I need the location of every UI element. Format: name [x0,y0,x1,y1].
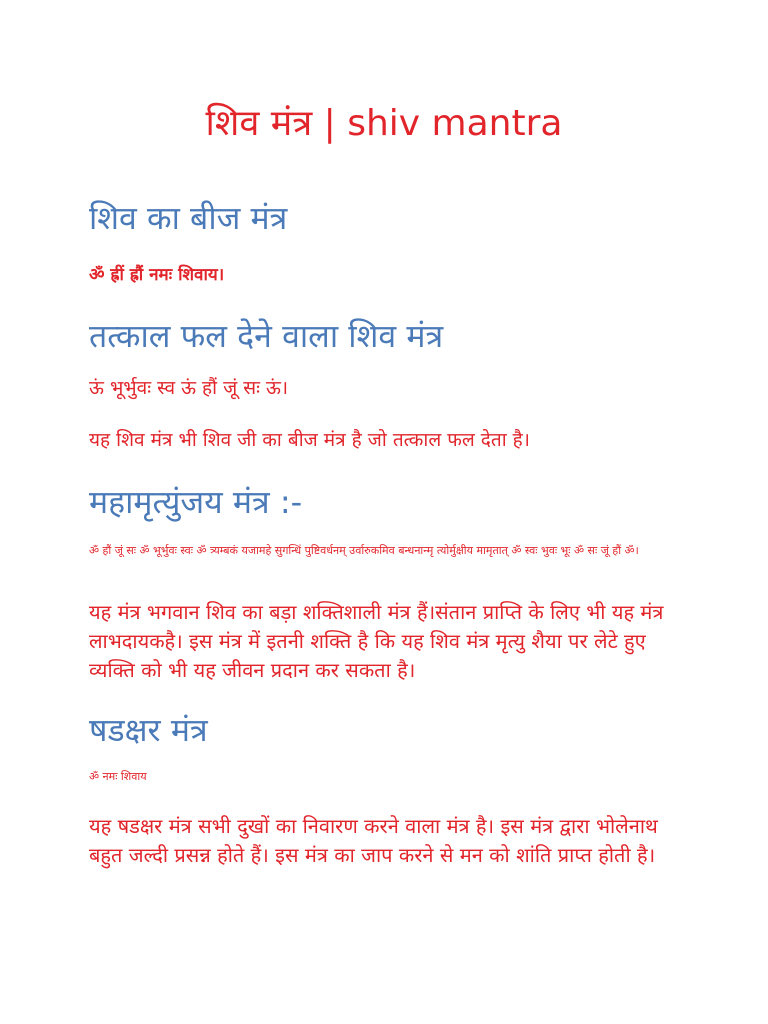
shadakshar-mantra-text: ॐ नमः शिवाय [89,770,147,783]
tatkal-description: यह शिव मंत्र भी शिव जी का बीज मंत्र है जो तत्काल फल देता है। [89,429,530,451]
beej-mantra-text: ॐ ह्रीं ह्रौं नमः शिवाय। [89,265,225,285]
mahamrityunjay-mantra-text: ॐ हौं जूं सः ॐ भूर्भुवः स्वः ॐ त्र्यम्बकं यजामहे सुगन्धिं पुष्टिवर्धनम् उर्वारुकमिव बन्धनान्मृ त्योर्मुक्षीय मामृतात् ॐ स्वः भुवः भूः ॐ सः जूं हौं ॐ। [89,544,639,557]
shadakshar-description: यह षडक्षर मंत्र सभी दुखों का निवारण करने वाला मंत्र है। इस मंत्र द्वारा भोलेनाथ बहुत जल्दी प्रसन्न होते हैं। इस मंत्र का जाप करने से मन को शांति प्राप्त होती है। [89,814,658,867]
tatkal-mantra-text: ऊं भूर्भुवः स्व ऊं हौं जूं सः ऊं। [89,377,289,399]
page-title: शिव मंत्र | shiv mantra [205,103,563,144]
section-heading-tatkal: तत्काल फल देने वाला शिव मंत्र [89,317,444,355]
section-heading-beej: शिव का बीज मंत्र [89,199,288,237]
section-heading-mahamrityunjay: महामृत्युंजय मंत्र :- [89,483,303,521]
mahamrityunjay-description: यह मंत्र भगवान शिव का बड़ा शक्तिशाली मंत्र हैं।संतान प्राप्ति के लिए भी यह मंत्र लाभदायकहै। इस मंत्र में इतनी शक्ति है कि यह शिव मंत्र मृत्यु शैया पर लेटे हुए व्यक्ति को भी यह जीवन प्रदान कर सकता है। [89,600,664,682]
section-heading-shadakshar: षडक्षर मंत्र [89,711,208,749]
